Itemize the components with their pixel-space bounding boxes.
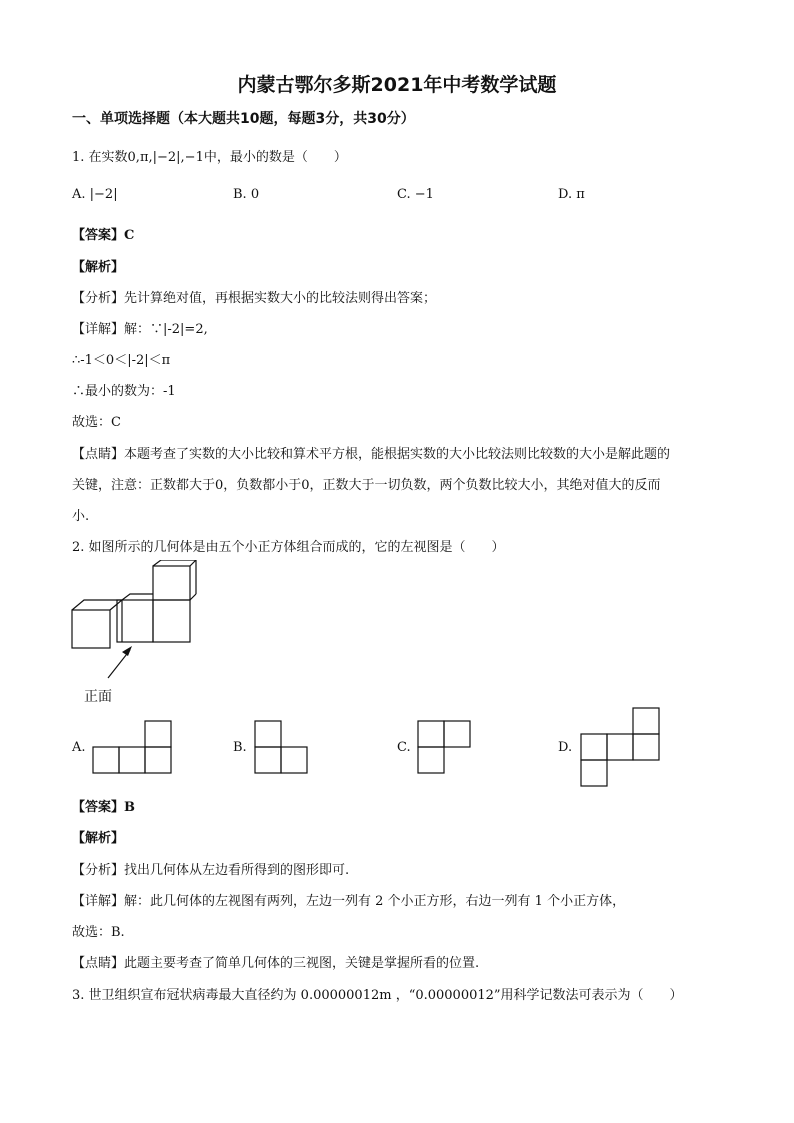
q1-step1: ∴-1＜0＜|-2|＜π <box>72 353 171 368</box>
q1-dianjing-line1: 【点睛】本题考查了实数的大小比较和算术平方根，能根据实数的大小比较法则比较数的大小是解此题的 <box>72 447 671 462</box>
q3-stem: 3. 世卫组织宣布冠状病毒最大直径约为 0.00000012m ，“0.00000012”用科学记数法可表示为（ ） <box>72 988 683 1003</box>
q1-choose: 故选：C <box>72 415 121 430</box>
section-heading: 一、单项选择题（本大题共10题，每题3分，共30分） <box>72 111 415 127</box>
q1-answer: 【答案】C <box>72 228 135 243</box>
q1-stem: 1. 在实数0,π,|−2|,−1中，最小的数是（ ） <box>72 150 347 165</box>
q1-dianjing-line3: 小. <box>72 509 90 524</box>
q2-stem: 2. 如图所示的几何体是由五个小正方体组合而成的，它的左视图是（ ） <box>72 540 505 555</box>
q2-option-c-figure <box>417 719 475 775</box>
q2-choose: 故选：B. <box>72 925 125 940</box>
q1-dianjing-line2: 关键，注意：正数都大于0，负数都小于0，正数大于一切负数，两个负数比较大小，其绝对值大的反而 <box>72 478 661 493</box>
q2-analysis-head: 【解析】 <box>72 831 125 846</box>
q2-solid-figure <box>68 560 208 690</box>
q1-fenxi: 【分析】先计算绝对值，再根据实数大小的比较法则得出答案； <box>72 291 437 306</box>
q2-fenxi: 【分析】找出几何体从左边看所得到的图形即可. <box>72 863 350 878</box>
q2-option-a-label: A. <box>72 740 86 755</box>
q1-analysis-head: 【解析】 <box>72 260 125 275</box>
q1-option-c: C. −1 <box>397 187 434 202</box>
q1-xiangjie: 【详解】解：∵|-2|=2, <box>72 322 208 337</box>
q2-option-d-figure <box>579 706 663 790</box>
q2-option-c-label: C. <box>397 740 411 755</box>
q1-option-d: D. π <box>558 187 585 202</box>
q1-option-b: B. 0 <box>233 187 260 202</box>
q1-step2: ∴最小的数为：-1 <box>72 384 176 399</box>
page-title: 内蒙古鄂尔多斯2021年中考数学试题 <box>237 74 557 96</box>
q2-xiangjie: 【详解】解：此几何体的左视图有两列，左边一列有 2 个小正方形，右边一列有 1 个小正方体， <box>72 894 626 909</box>
q2-option-d-label: D. <box>558 740 573 755</box>
q2-front-label: 正面 <box>84 689 112 705</box>
q2-option-b-figure <box>254 719 312 775</box>
q2-answer: 【答案】B <box>72 800 135 815</box>
q2-option-b-label: B. <box>233 740 247 755</box>
q2-option-a-figure <box>92 719 176 775</box>
q1-option-a: A. |−2| <box>72 187 118 202</box>
q2-dianjing: 【点睛】此题主要考查了简单几何体的三视图，关键是掌握所看的位置. <box>72 956 480 971</box>
